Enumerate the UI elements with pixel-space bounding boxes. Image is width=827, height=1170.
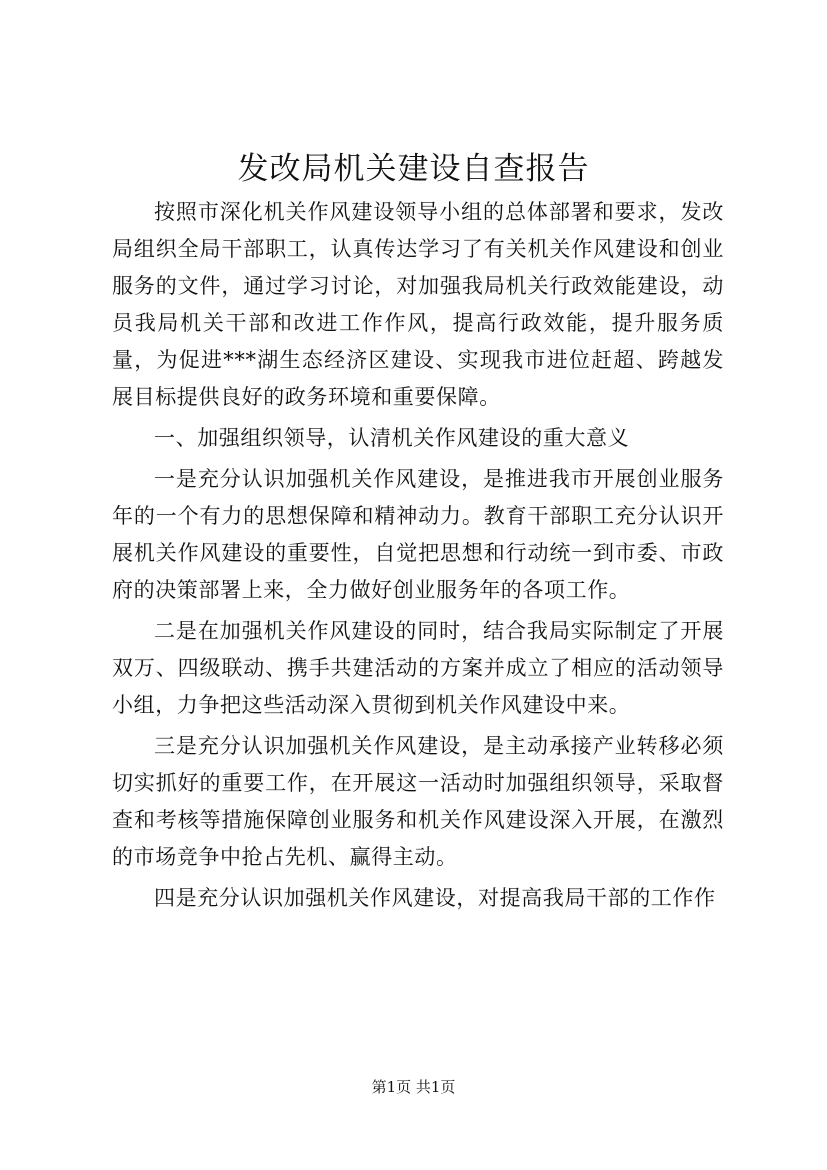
paragraph-point-2: 二是在加强机关作风建设的同时，结合我局实际制定了开展双万、四级联动、携手共建活动的方案并成立了相应的活动领导小组，力争把这些活动深入贯彻到机关作风建设中来。 — [112, 619, 724, 717]
document-body — [112, 194, 724, 917]
paragraph-intro: 按照市深化机关作风建设领导小组的总体部署和要求，发改局组织全局干部职工，认真传达学习了有关机关作风建设和创业服务的文件，通过学习讨论，对加强我局机关行政效能建设，动员我局机关干部和改进工作作风，提高行政效能，提升服务质量，为促进***湖生态经济区建设、实现我市进位赶超、跨越发展目标提供良好的政务环境和重要保障。 — [112, 200, 724, 409]
section-heading: 一、加强组织领导，认清机关作风建设的重大意义 — [154, 426, 630, 450]
page-footer: 第1页 共1页 — [371, 1078, 456, 1096]
paragraph-point-1: 一是充分认识加强机关作风建设，是推进我市开展创业服务年的一个有力的思想保障和精神动力。教育干部职工充分认识开展机关作风建设的重要性，自觉把思想和行动统一到市委、市政府的决策部署上来，全力做好创业服务年的各项工作。 — [112, 467, 724, 602]
document-title: 发改局机关建设自查报告 — [237, 151, 590, 187]
paragraph-point-4: 四是充分认识加强机关作风建设，对提高我局干部的工作作 — [154, 886, 716, 910]
paragraph-point-3: 三是充分认识加强机关作风建设，是主动承接产业转移必须切实抓好的重要工作，在开展这一活动时加强组织领导，采取督查和考核等措施保障创业服务和机关作风建设深入开展，在激烈的市场竞争中抢占先机、赢得主动。 — [112, 734, 724, 869]
